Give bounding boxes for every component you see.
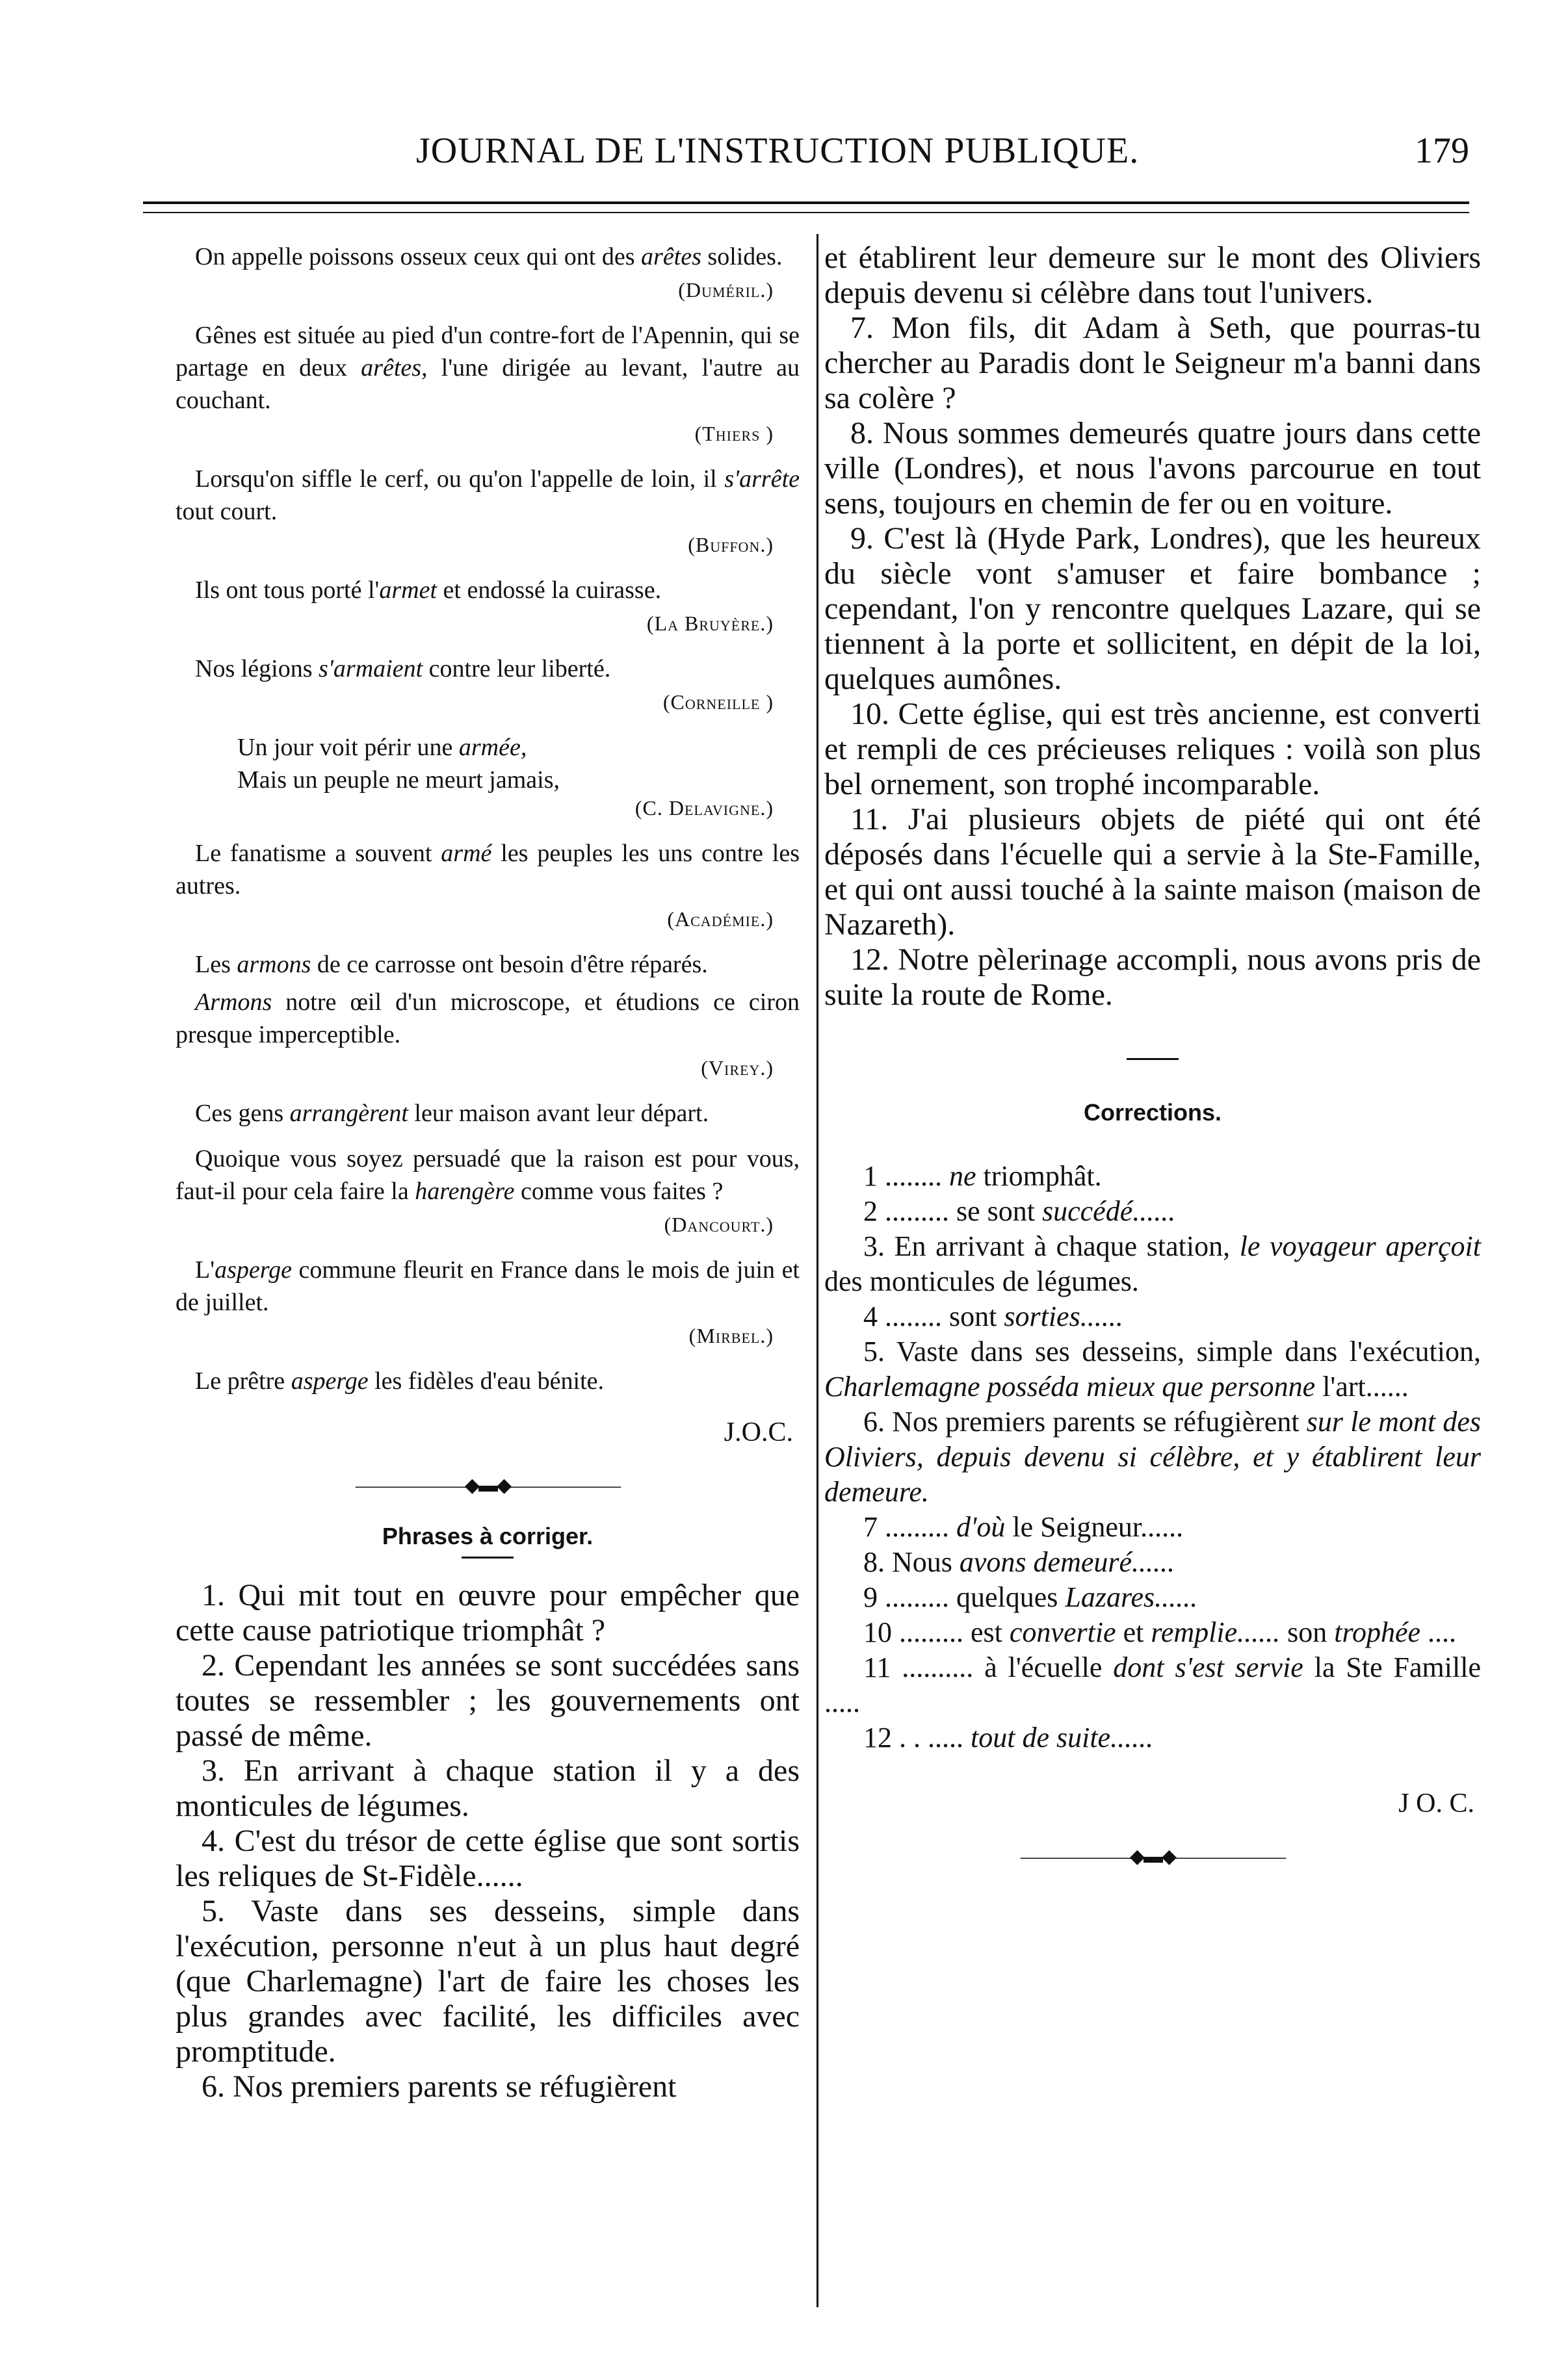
correction: 5. Vaste dans ses desseins, simple dans l'exécution, Charlemagne posséda mieux que personne l'art...... (824, 1336, 1481, 1403)
correction: 4 ........ sont sorties...... (863, 1300, 1123, 1332)
quote: L'asperge commune fleurit en France dans le mois de juin et de juillet. (176, 1256, 800, 1316)
ornament-divider: ——————◆▬◆—————— (355, 1475, 620, 1496)
phrase: 10. Cette église, qui est très ancienne, est converti et rempli de ces précieuses reliques : voilà son plus bel ornement, son trophé incomparable. (824, 697, 1481, 801)
quote-author: (Mirbel.) (688, 1324, 774, 1347)
phrase: 2. Cependant les années se sont succédées sans toutes se ressembler ; les gouvernements ont passé de même. (176, 1648, 800, 1753)
quote-author: (Duméril.) (678, 278, 774, 302)
quote-block (176, 240, 800, 1397)
signature: J.O.C. (724, 1417, 793, 1447)
quote-author: (Dancourt.) (664, 1213, 774, 1236)
phrase: 8. Nous sommes demeurés quatre jours dans cette ville (Londres), et nous l'avons parcourue en tout sens, toujours en chemin de fer ou en voiture. (824, 416, 1481, 521)
quote: Le fanatisme a souvent armé les peuples les uns contre les autres. (176, 840, 800, 899)
correction: 8. Nous avons demeuré...... (863, 1546, 1175, 1578)
quote: On appelle poissons osseux ceux qui ont des arêtes solides. (195, 243, 783, 270)
quote: Ils ont tous porté l'armet et endossé la cuirasse. (195, 576, 662, 604)
verse-quote: Un jour voit périr une armée, Mais un peuple ne meurt jamais, (237, 734, 560, 794)
quote-author: (Thiers ) (694, 422, 774, 445)
quote: Quoique vous soyez persuadé que la raison est pour vous, faut-il pour cela faire la harengère comme vous faites ? (176, 1145, 800, 1205)
section-title: Phrases à corriger. (382, 1523, 594, 1549)
quote: Armons notre œil d'un microscope, et étudions ce ciron presque imperceptible. (176, 989, 800, 1048)
correction: 3. En arrivant à chaque station, le voyageur aperçoit des monticules de légumes. (824, 1230, 1481, 1297)
phrase: 4. C'est du trésor de cette église que sont sortis les reliques de St-Fidèle...... (176, 1824, 800, 1893)
correction: 9 ......... quelques Lazares...... (863, 1581, 1198, 1613)
header-rule-thin (143, 212, 1469, 213)
phrase: 1. Qui mit tout en œuvre pour empêcher que cette cause patriotique triomphât ? (176, 1578, 800, 1648)
quote: Nos légions s'armaient contre leur liberté. (195, 655, 611, 682)
phrase: 5. Vaste dans ses desseins, simple dans l'exécution, personne n'eut à un plus haut degré (que Charlemagne) l'art de faire les choses les plus grandes avec facilité, les difficiles avec promptitude. (176, 1894, 800, 2069)
page-header (143, 130, 1469, 188)
ornament-divider: ——————◆▬◆—————— (1020, 1846, 1285, 1867)
correction: 10 ......... est convertie et remplie...... son trophée .... (863, 1616, 1457, 1648)
quote: Lorsqu'on siffle le cerf, ou qu'on l'appelle de loin, il s'arrête tout court. (176, 465, 800, 525)
signature: J O. C. (1398, 1789, 1474, 1818)
quote: Le prêtre asperge les fidèles d'eau bénite. (195, 1367, 605, 1395)
section-rule (1127, 1058, 1179, 1060)
correction: 1 ........ ne triomphât. (863, 1160, 1102, 1192)
journal-title: JOURNAL DE L'INSTRUCTION PUBLIQUE. (416, 131, 1140, 171)
right-column (824, 240, 1481, 1894)
phrase: 9. C'est là (Hyde Park, Londres), que les heureux du siècle vont s'amuser et faire bombance ; cependant, l'on y rencontre quelques Lazare, qui se tiennent à la porte et sollicitent, en dépit de la loi, quelques aumônes. (824, 521, 1481, 696)
phrase: 6. Nos premiers parents se réfugièrent (202, 2069, 677, 2104)
section-rule (462, 1557, 514, 1559)
left-column (176, 240, 800, 2104)
quote-author: (Virey.) (701, 1056, 774, 1080)
quote-author: (La Bruyère.) (646, 612, 774, 635)
phrase: 12. Notre pèlerinage accompli, nous avons pris de suite la route de Rome. (824, 942, 1481, 1012)
quote: Les armons de ce carrosse ont besoin d'être réparés. (195, 951, 708, 978)
phrase: 3. En arrivant à chaque station il y a des monticules de légumes. (176, 1753, 800, 1823)
section-title: Corrections. (1083, 1099, 1222, 1126)
correction: 7 ......... d'où le Seigneur...... (863, 1511, 1184, 1543)
header-rule (143, 201, 1469, 204)
quote: Gênes est située au pied d'un contre-fort de l'Apennin, qui se partage en deux arêtes, l'une dirigée au levant, l'autre au couchant. (176, 322, 800, 414)
phrase: 7. Mon fils, dit Adam à Seth, que pourras-tu chercher au Paradis dont le Seigneur m'a banni dans sa colère ? (824, 311, 1481, 415)
correction: 2 ......... se sont succédé...... (863, 1195, 1176, 1227)
correction: 12 . . ..... tout de suite...... (863, 1722, 1154, 1753)
page-number: 179 (1415, 131, 1469, 171)
column-divider (817, 234, 818, 2307)
quote-author: (Académie.) (667, 907, 774, 931)
quote: Ces gens arrangèrent leur maison avant leur départ. (195, 1100, 709, 1127)
quote-author: (C. Delavigne.) (634, 796, 774, 820)
correction: 11 .......... à l'écuelle dont s'est servie la Ste Famille ..... (824, 1651, 1481, 1718)
phrase: et établirent leur demeure sur le mont des Oliviers depuis devenu si célèbre dans tout l'univers. (824, 240, 1481, 310)
quote-author: (Buffon.) (688, 533, 774, 556)
correction: 6. Nos premiers parents se réfugièrent sur le mont des Oliviers, depuis devenu si célèbre, et y établirent leur demeure. (824, 1406, 1482, 1508)
quote-author: (Corneille ) (662, 690, 774, 714)
phrase: 11. J'ai plusieurs objets de piété qui ont été déposés dans l'écuelle qui a servie à la Ste-Famille, et qui ont aussi touché à la sainte maison (maison de Nazareth). (824, 802, 1481, 942)
